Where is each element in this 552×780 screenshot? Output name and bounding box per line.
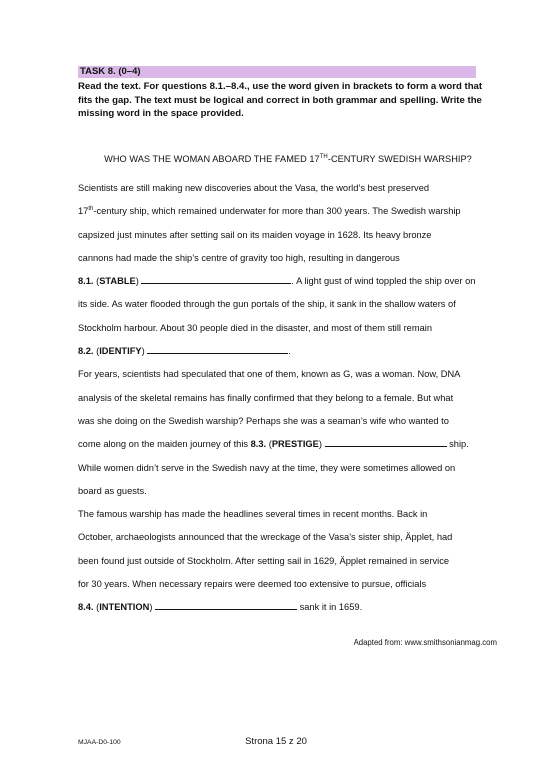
- article-body: [78, 177, 498, 620]
- text-line: Scientists are still making new discoveries about the Vasa, the world’s best preserved: [78, 183, 430, 193]
- question-8-3-line: come along on the maiden journey of this 8.3. (PRESTIGE) ship.: [78, 439, 469, 450]
- task-instruction: Read the text. For questions 8.1.–8.4., use the word given in brackets to form a word that fits the gap. The text must be logical and correct in both grammar and spelling. Write the missing word in the space provided.: [78, 81, 483, 119]
- text-line: October, archaeologists announced that the wreckage of the Vasa’s sister ship, Äpplet, had: [78, 532, 453, 543]
- text-line: been found just outside of Stockholm. After setting sail in 1629, Äpplet remained in service: [78, 555, 450, 566]
- text-line: its side. As water flooded through the gun portals of the ship, it sank in the shallow waters of: [78, 299, 456, 310]
- question-8-1-line: 8.1. (STABLE) . A light gust of wind toppled the ship over on: [78, 276, 476, 287]
- text-line: Stockholm harbour. About 30 people died in the disaster, and most of them still remain: [78, 322, 433, 333]
- text-line: For years, scientists had speculated that one of them, known as G, was a woman. Now, DNA: [78, 369, 461, 380]
- text-line: for 30 years. When necessary repairs were deemed too extensive to pursue, officials: [78, 579, 427, 590]
- article-heading: WHO WAS THE WOMAN ABOARD THE FAMED 17TH-CENTURY SWEDISH WARSHIP?: [104, 154, 472, 165]
- text-line: 17th-century ship, which remained underwater for more than 300 years. The Swedish warship: [78, 206, 461, 217]
- question-8-4-line: 8.4. (INTENTION) sank it in 1659.: [78, 602, 363, 613]
- text-line: While women didn’t serve in the Swedish navy at the time, they were sometimes allowed on: [78, 462, 456, 473]
- answer-gap-8-2[interactable]: [147, 344, 288, 354]
- text-line: cannons had made the ship’s centre of gravity too high, resulting in dangerous: [78, 252, 400, 263]
- answer-gap-8-3[interactable]: [325, 437, 447, 447]
- question-8-2-line: 8.2. (IDENTIFY) .: [78, 346, 291, 357]
- text-line: board as guests.: [78, 485, 147, 496]
- answer-gap-8-4[interactable]: [155, 600, 297, 610]
- answer-gap-8-1[interactable]: [141, 274, 291, 284]
- exam-code: MJAA-D0-100: [78, 739, 121, 746]
- text-line: analysis of the skeletal remains has finally confirmed that they belong to a female. But what: [78, 392, 454, 403]
- page-number: Strona 15 z 20: [245, 736, 307, 747]
- text-line: capsized just minutes after setting sail on its maiden voyage in 1628. Its heavy bronze: [78, 229, 432, 240]
- text-line: The famous warship has made the headlines several times in recent months. Back in: [78, 509, 428, 520]
- task-title: TASK 8. (0–4): [78, 66, 476, 78]
- source-credit: Adapted from: www.smithsonianmag.com: [353, 638, 497, 647]
- text-line: was she doing on the Swedish warship? Perhaps she was a seaman’s wife who wanted to: [78, 415, 449, 426]
